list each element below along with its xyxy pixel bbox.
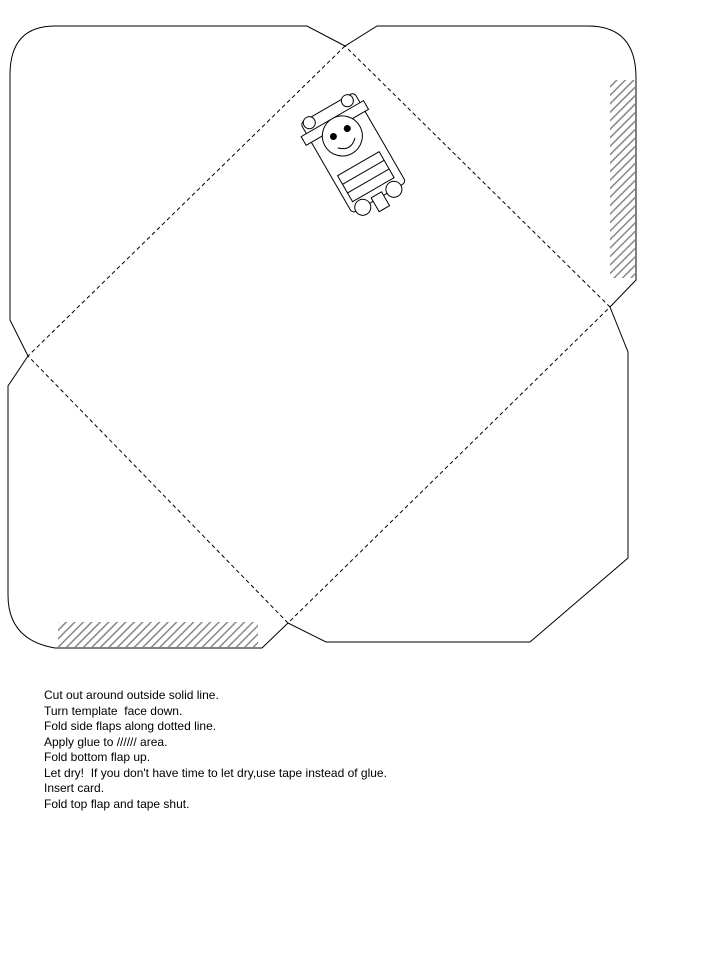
instruction-step: Cut out around outside solid line. — [44, 688, 219, 702]
glue-area-bottom — [58, 622, 258, 647]
instruction-step: Apply glue to ////// area. — [44, 734, 168, 749]
train-engine-icon — [294, 89, 415, 227]
instruction-step: Fold top flap and tape shut. — [44, 796, 190, 811]
instruction-step: Insert card. — [44, 781, 105, 795]
instructions-list — [44, 688, 387, 812]
instruction-step: Turn template face down. — [44, 703, 183, 718]
instruction-step: Let dry! If you don't have time to let dry,use tape instead of glue. — [44, 765, 387, 780]
glue-area-right — [610, 80, 635, 278]
instruction-step: Fold bottom flap up. — [44, 750, 151, 764]
instruction-step: Fold side flaps along dotted line. — [44, 719, 217, 733]
